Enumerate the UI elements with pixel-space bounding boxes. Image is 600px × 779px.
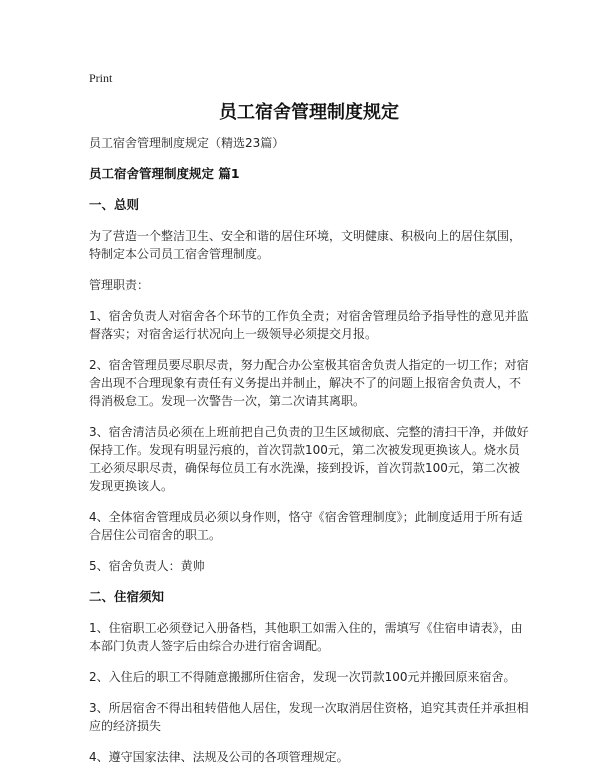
duty-item-4: 4、全体宿舍管理成员必须以身作则，恪守《宿舍管理制度》；此制度适用于所有适合居住公司宿舍的职工。: [89, 510, 523, 542]
heading-accommodation: 二、住宿须知: [89, 589, 165, 604]
duties-label: 管理职责：: [89, 278, 150, 292]
section-title: 员工宿舍管理制度规定 篇1: [89, 166, 240, 181]
rule-item-3: 3、所居宿舍不得出租转借他人居住，发现一次取消居住资格，追究其责任并承担相应的经济损失: [89, 701, 529, 733]
duty-item-5: 5、宿舍负责人：黄帅: [89, 559, 205, 573]
document-body: [89, 134, 529, 779]
duty-item-2: 2、宿舍管理员要尽职尽责，努力配合办公室极其宿舍负责人指定的一切工作；对宿舍出现不合理现象有责任有义务提出并制止，解决不了的问题上报宿舍负责人，不得消极怠工。发现一次警告一次，第二次请其离职。: [89, 358, 529, 408]
document-title: 员工宿舍管理制度规定: [219, 102, 399, 123]
rule-item-2: 2、入住后的职工不得随意搬挪所住宿舍，发现一次罚款100元并搬回原来宿舍。: [89, 670, 516, 684]
print-link[interactable]: Print: [89, 71, 113, 85]
intro-paragraph: 为了营造一个整洁卫生、安全和谐的居住环境，文明健康、积极向上的居住氛围，特制定本公司员工宿舍管理制度。: [89, 229, 522, 261]
document-subtitle: 员工宿舍管理制度规定（精选23篇）: [89, 136, 285, 150]
duty-item-1: 1、宿舍负责人对宿舍各个环节的工作负全责；对宿舍管理员给予指导性的意见并监督落实；对宿舍运行状况向上一级领导必须提交月报。: [89, 309, 529, 341]
duty-item-3: 3、宿舍清洁员必须在上班前把自己负责的卫生区域彻底、完整的清扫干净，并做好保持工作。发现有明显污痕的，首次罚款100元，第二次被发现更换该人。烧水员工必须尽职尽责，确保每位员工有水洗澡，接到投诉，首次罚款100元，第二次被发现更换该人。: [89, 425, 529, 493]
heading-general: 一、总则: [89, 197, 140, 212]
rule-item-1: 1、住宿职工必须登记入册备档，其他职工如需入住的，需填写《住宿申请表》，由本部门负责人签字后由综合办进行宿舍调配。: [89, 621, 523, 653]
rule-item-4: 4、遵守国家法律、法规及公司的各项管理规定。: [89, 750, 349, 764]
